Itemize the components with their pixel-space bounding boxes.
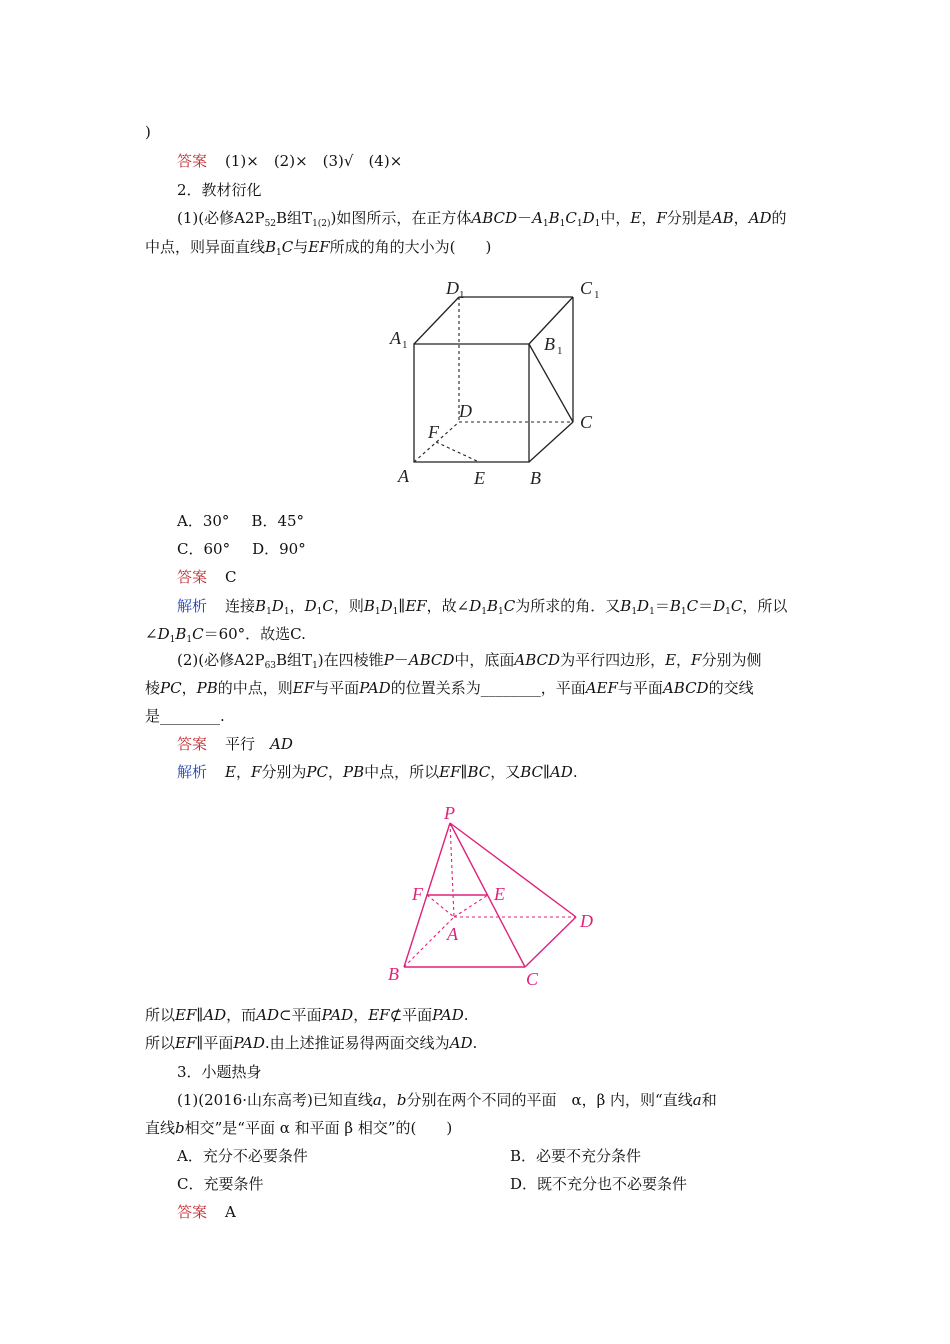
label-E: E xyxy=(494,884,505,904)
label-B1: B xyxy=(544,334,555,354)
question-2-line-1: (2)(必修$A2P_{63}B$组$T_1$)在四棱锥P－ABCD中，底面ABCD为平行四边形，E，F分别为侧 xyxy=(177,651,762,671)
q3-option-c: C．充要条件 xyxy=(177,1175,264,1193)
svg-text:1: 1 xyxy=(557,345,563,357)
cube-figure xyxy=(370,266,616,506)
label-P: P xyxy=(444,803,455,823)
question-2-line-2: 棱PC，PB的中点，则EF与平面PAD的位置关系为________，平面AEF与平面ABCD的交线 xyxy=(145,679,754,697)
section-heading-3: 3．小题热身 xyxy=(177,1063,262,1081)
svg-text:1: 1 xyxy=(594,289,600,301)
svg-text:1: 1 xyxy=(459,289,465,301)
label-B: B xyxy=(530,468,541,488)
continuation-paren: ) xyxy=(145,123,151,141)
section-heading-2: 2．教材衍化 xyxy=(177,181,262,199)
label-B: B xyxy=(388,964,399,984)
answer-line-2: 答案 C xyxy=(177,568,237,586)
conclusion-line-2: 所以EF∥平面PAD.由上述推证易得两面交线为AD. xyxy=(145,1034,478,1052)
label-C1: C xyxy=(580,278,593,298)
question-3-line-2: 直线b相交”是“平面 α 和平面 β 相交”的( ) xyxy=(145,1119,453,1137)
label-A: A xyxy=(398,466,409,486)
label-F: F xyxy=(412,884,423,904)
label-D: D xyxy=(580,911,593,931)
q1-options-row-2: C．60° D．90° xyxy=(177,540,306,558)
label-F: F xyxy=(428,422,439,442)
svg-text:1: 1 xyxy=(402,339,408,351)
explanation-1-line-2: $\angle D_1B_1C=60^\circ$．故选C. xyxy=(145,625,306,645)
q3-option-b: B．必要不充分条件 xyxy=(510,1147,642,1165)
answer-label: 答案 xyxy=(177,152,208,170)
label-A: A xyxy=(447,924,458,944)
pyramid-figure xyxy=(370,789,616,1001)
answer-line-4: 答案 A xyxy=(177,1203,236,1221)
label-E: E xyxy=(474,468,485,488)
answer-line-1 xyxy=(177,151,402,171)
answer-text: (1)× (2)× (3)√ (4)× xyxy=(225,152,403,170)
q3-option-a: A．充分不必要条件 xyxy=(177,1147,308,1165)
label-A1: A xyxy=(390,328,401,348)
question-1-line-2: 中点，则异面直线$B_1C$与EF所成的角的大小为( ) xyxy=(145,238,492,258)
label-D: D xyxy=(459,401,472,421)
question-3-line-1: (1)(2016·山东高考)已知直线a，b分别在两个不同的平面 α，β 内，则“直线a和 xyxy=(177,1091,717,1109)
q1-options-row-1: A．30° B．45° xyxy=(177,512,305,530)
question-2-line-3: 是________. xyxy=(145,707,225,725)
conclusion-line-1: 所以EF∥AD，而AD⊂平面PAD，EF⊄平面PAD. xyxy=(145,1006,469,1024)
explanation-1-line-1: 解析 连接$B_1D_1$，$D_1C$，则$B_1D_1\parallel EF$，故$\angle D_1B_1C$为所求的角．又$B_1D_1=B_1C=D_1C$，所以 xyxy=(177,597,788,617)
question-1-line-1: (1)(必修$A2P_{52}B$组$T_{1(2)}$)如图所示，在正方体$ABCD-A_1B_1C_1D_1$中，E，F分别是AB，AD的 xyxy=(177,209,787,229)
q3-option-d: D．既不充分也不必要条件 xyxy=(510,1175,688,1193)
explanation-2: 解析 E，F分别为PC，PB中点，所以EF∥BC，又BC∥AD. xyxy=(177,763,578,781)
label-D1: D xyxy=(446,278,459,298)
answer-line-3: 答案 平行 AD xyxy=(177,735,293,753)
label-C: C xyxy=(580,412,593,432)
label-C: C xyxy=(526,969,539,989)
